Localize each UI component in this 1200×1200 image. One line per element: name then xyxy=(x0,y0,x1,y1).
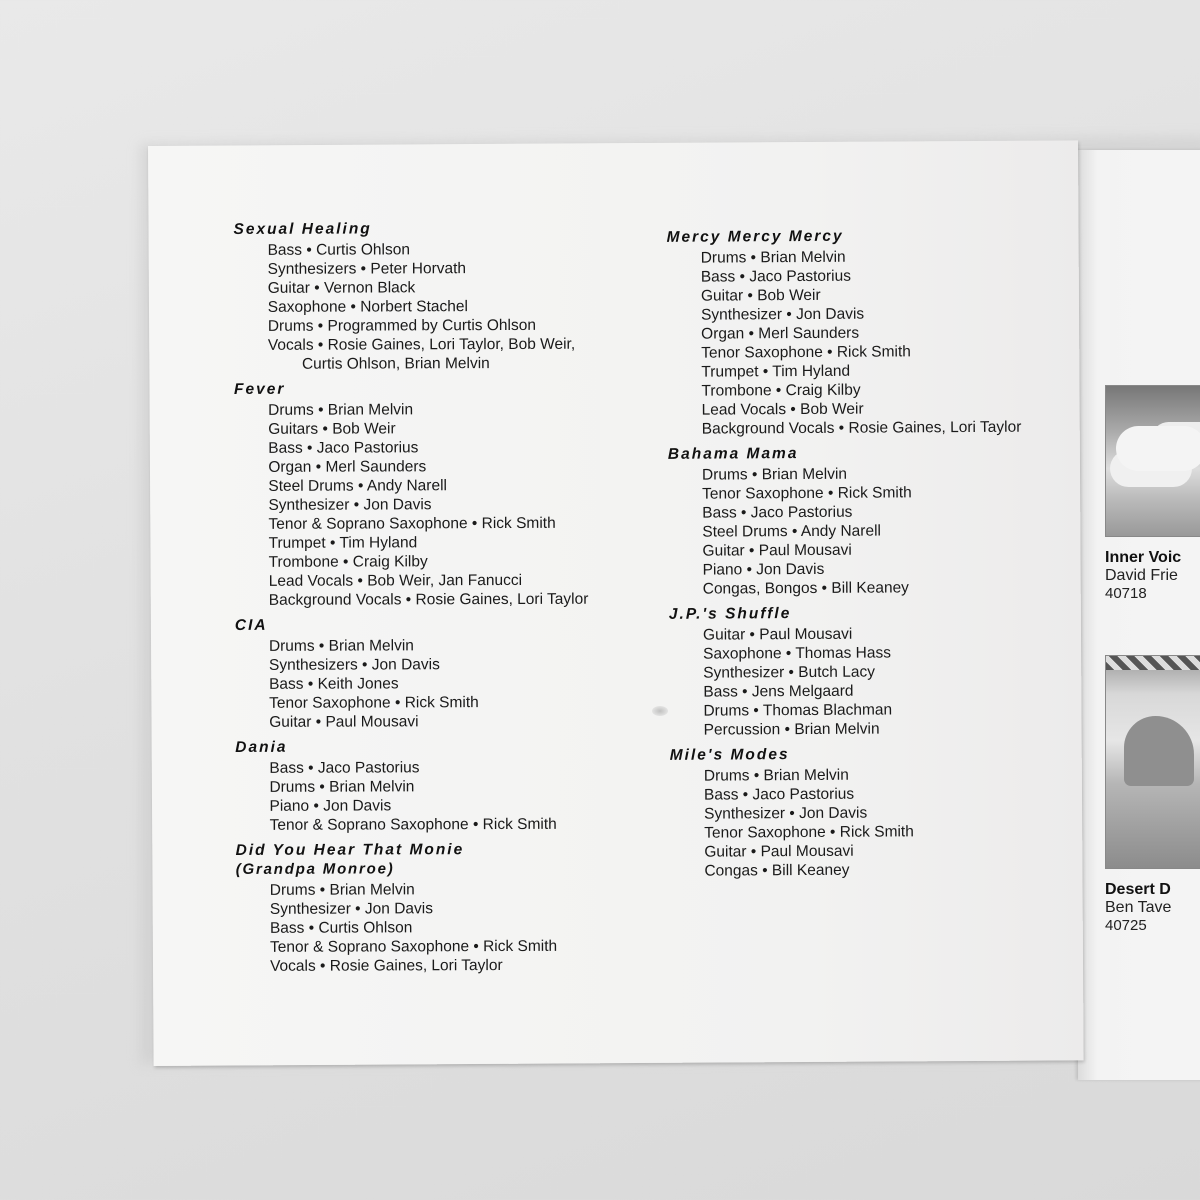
track-title: Sexual Healing xyxy=(233,220,372,238)
credit-line: Tenor Saxophone • Rick Smith xyxy=(701,343,911,362)
credit-line: Vocals • Rosie Gaines, Lori Taylor, Bob Weir, xyxy=(267,335,576,354)
track-credits xyxy=(669,603,1050,740)
track-title: Bahama Mama xyxy=(667,445,799,463)
track-title: Mile's Modes xyxy=(669,746,790,764)
credit-line: Bass • Jaco Pastorius xyxy=(269,759,420,777)
credit-line: Synthesizer • Jon Davis xyxy=(704,804,868,823)
credit-line: Bass • Curtis Ohlson xyxy=(269,919,413,937)
credit-line: Drums • Programmed by Curtis Ohlson xyxy=(267,316,536,335)
right-page xyxy=(1078,150,1200,1080)
credit-line: Drums • Brian Melvin xyxy=(269,881,415,899)
credit-line: Synthesizer • Butch Lacy xyxy=(703,663,875,682)
album-catalog-number: 40718 xyxy=(1105,585,1147,602)
credit-line: Synthesizer • Jon Davis xyxy=(700,305,865,324)
track-subtitle: (Grandpa Monroe) xyxy=(235,860,395,878)
track-title: J.P.'s Shuffle xyxy=(668,605,792,623)
album-title: Inner Voic xyxy=(1105,549,1182,566)
credit-line: Trombone • Craig Kilby xyxy=(268,553,428,571)
track-credits xyxy=(234,379,635,610)
credit-line: Tenor Saxophone • Rick Smith xyxy=(269,694,479,712)
credits-column-left xyxy=(233,219,636,982)
track-title: CIA xyxy=(234,616,268,634)
credit-line: Trombone • Craig Kilby xyxy=(701,381,861,400)
track-credits xyxy=(668,443,1049,599)
credit-line: Synthesizers • Jon Davis xyxy=(268,656,440,674)
credit-line: Guitar • Bob Weir xyxy=(700,286,821,305)
credit-line: Background Vocals • Rosie Gaines, Lori Taylor xyxy=(701,418,1022,438)
track-credits xyxy=(670,744,1051,881)
liner-notes-page xyxy=(148,140,1084,1066)
track-title: Did You Hear That Monie xyxy=(235,841,465,859)
track-title: Mercy Mercy Mercy xyxy=(666,227,844,246)
credit-line: Bass • Jaco Pastorius xyxy=(703,785,855,804)
credit-line: Guitars • Bob Weir xyxy=(268,420,396,438)
credit-line: Piano • Jon Davis xyxy=(702,560,825,579)
credit-line: Bass • Jaco Pastorius xyxy=(702,503,853,522)
credit-line: Congas • Bill Keaney xyxy=(704,861,850,880)
credit-line: Percussion • Brian Melvin xyxy=(703,720,880,739)
album-cover-image xyxy=(1105,385,1200,537)
track-title: Fever xyxy=(234,380,286,398)
credit-line: Lead Vocals • Bob Weir xyxy=(701,400,864,419)
credit-line: Drums • Brian Melvin xyxy=(268,637,414,655)
credit-line: Synthesizer • Jon Davis xyxy=(269,900,433,918)
credit-line: Guitar • Vernon Black xyxy=(267,279,416,297)
credit-line: Organ • Merl Saunders xyxy=(701,324,860,343)
track-credits xyxy=(235,615,635,732)
credit-line: Guitar • Paul Mousavi xyxy=(702,541,852,560)
album-title: Desert D xyxy=(1105,881,1171,898)
credit-line: Drums • Brian Melvin xyxy=(701,465,848,484)
credit-line: Background Vocals • Rosie Gaines, Lori Taylor xyxy=(268,590,589,609)
credit-line: Tenor Saxophone • Rick Smith xyxy=(702,484,912,503)
credit-line: Piano • Jon Davis xyxy=(269,797,392,815)
album-card-1 xyxy=(1105,385,1200,602)
track-title: Dania xyxy=(235,738,288,756)
credit-line: Congas, Bongos • Bill Keaney xyxy=(702,579,909,598)
credit-line: Guitar • Paul Mousavi xyxy=(702,625,853,644)
credit-line: Synthesizer • Jon Davis xyxy=(268,496,432,514)
credit-line: Trumpet • Tim Hyland xyxy=(268,534,418,552)
track-credits xyxy=(235,737,635,835)
credits-column-right xyxy=(667,226,1051,887)
track-credits xyxy=(236,840,636,976)
credit-line: Vocals • Rosie Gaines, Lori Taylor xyxy=(270,957,503,975)
credit-line: Steel Drums • Andy Narell xyxy=(268,477,447,495)
credit-line: Saxophone • Norbert Stachel xyxy=(267,298,468,316)
credit-line: Tenor & Soprano Saxophone • Rick Smith xyxy=(269,937,558,956)
credit-line: Tenor & Soprano Saxophone • Rick Smith xyxy=(268,514,556,533)
page-smudge xyxy=(652,706,668,716)
credit-line: Trumpet • Tim Hyland xyxy=(701,362,851,381)
credit-line: Tenor & Soprano Saxophone • Rick Smith xyxy=(269,815,557,834)
track-credits xyxy=(233,219,634,374)
credit-line: Guitar • Paul Mousavi xyxy=(269,713,419,731)
credit-line: Bass • Jens Melgaard xyxy=(703,682,854,701)
album-card-2 xyxy=(1105,655,1200,934)
credit-line: Synthesizers • Peter Horvath xyxy=(267,260,467,278)
credit-line: Bass • Keith Jones xyxy=(269,675,399,693)
album-artist: Ben Tave xyxy=(1105,899,1172,916)
credit-line: Bass • Jaco Pastorius xyxy=(700,267,852,286)
credit-line: Drums • Brian Melvin xyxy=(269,778,415,796)
credit-line: Drums • Brian Melvin xyxy=(700,248,846,267)
credit-line: Steel Drums • Andy Narell xyxy=(702,522,881,541)
album-artist: David Frie xyxy=(1105,567,1178,584)
credit-line: Drums • Brian Melvin xyxy=(703,766,849,785)
credit-line: Saxophone • Thomas Hass xyxy=(703,644,891,663)
credit-line-continuation: Curtis Ohlson, Brian Melvin xyxy=(301,355,490,373)
credit-line: Tenor Saxophone • Rick Smith xyxy=(704,823,914,842)
credit-line: Drums • Thomas Blachman xyxy=(703,701,893,720)
credit-line: Bass • Curtis Ohlson xyxy=(267,241,410,259)
album-cover-image xyxy=(1105,655,1200,869)
credit-line: Guitar • Paul Mousavi xyxy=(704,842,854,861)
credit-line: Lead Vocals • Bob Weir, Jan Fanucci xyxy=(268,571,523,590)
credit-line: Organ • Merl Saunders xyxy=(268,458,427,476)
credit-line: Drums • Brian Melvin xyxy=(268,401,414,419)
credit-line: Bass • Jaco Pastorius xyxy=(268,439,419,457)
track-credits xyxy=(667,226,1048,439)
album-catalog-number: 40725 xyxy=(1105,917,1147,934)
